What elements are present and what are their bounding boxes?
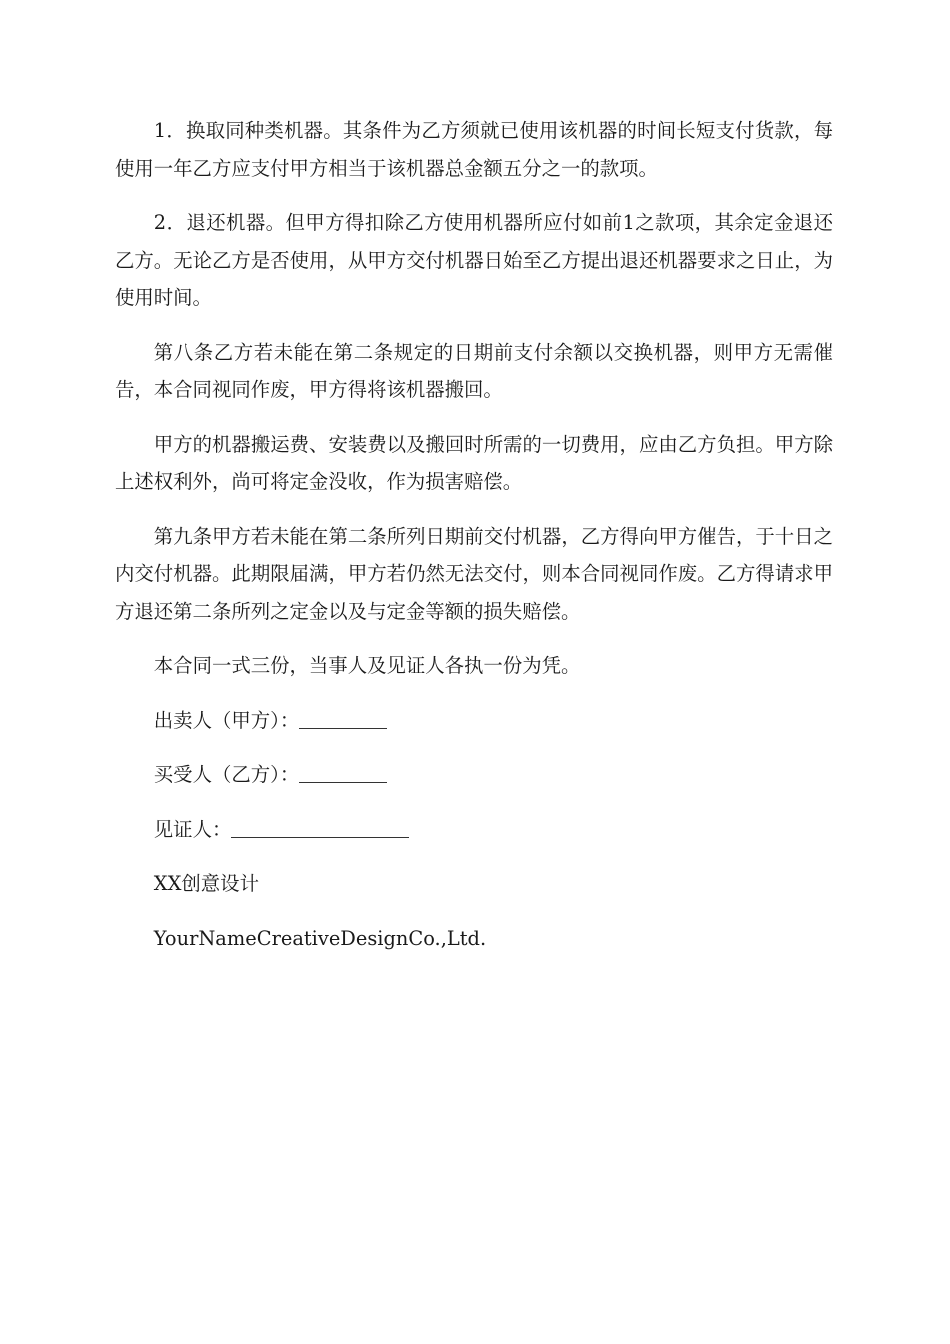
witness-label: 见证人： — [153, 817, 232, 841]
company-name-en: YourNameCreativeDesignCo.,Ltd. — [153, 926, 487, 950]
seller-signature-blank — [299, 704, 387, 729]
witness-signature-line — [115, 811, 833, 849]
buyer-signature-blank — [299, 758, 387, 783]
article-9: 第九条甲方若未能在第二条所列日期前交付机器，乙方得向甲方催告，于十日之内交付机器。此期限届满，甲方若仍然无法交付，则本合同视同作废。乙方得请求甲方退还第二条所列之定金以及与定金等额的损失赔偿。 — [115, 524, 833, 623]
document-body — [115, 112, 833, 974]
seller-label: 出卖人（甲方）： — [153, 708, 300, 732]
buyer-signature-line — [115, 756, 833, 794]
seller-signature-line — [115, 702, 833, 740]
article-8: 第八条乙方若未能在第二条规定的日期前支付余额以交换机器，则甲方无需催告，本合同视同作废，甲方得将该机器搬回。 — [115, 340, 833, 401]
buyer-label: 买受人（乙方）： — [153, 763, 300, 786]
article-8-costs: 甲方的机器搬运费、安装费以及搬回时所需的一切费用，应由乙方负担。甲方除上述权利外，尚可将定金没收，作为损害赔偿。 — [115, 432, 833, 493]
clause-item-1: 1．换取同种类机器。其条件为乙方须就已使用该机器的时间长短支付货款，每使用一年乙方应支付甲方相当于该机器总金额五分之一的款项。 — [115, 119, 833, 180]
clause-item-2: 2．退还机器。但甲方得扣除乙方使用机器所应付如前1之款项，其余定金退还乙方。无论乙方是否使用，从甲方交付机器日始至乙方提出退还机器要求之日止，为使用时间。 — [115, 211, 833, 309]
company-name-cn: XX创意设计 — [153, 872, 259, 895]
copies-statement: 本合同一式三份，当事人及见证人各执一份为凭。 — [153, 654, 581, 677]
witness-signature-blank — [231, 813, 409, 838]
